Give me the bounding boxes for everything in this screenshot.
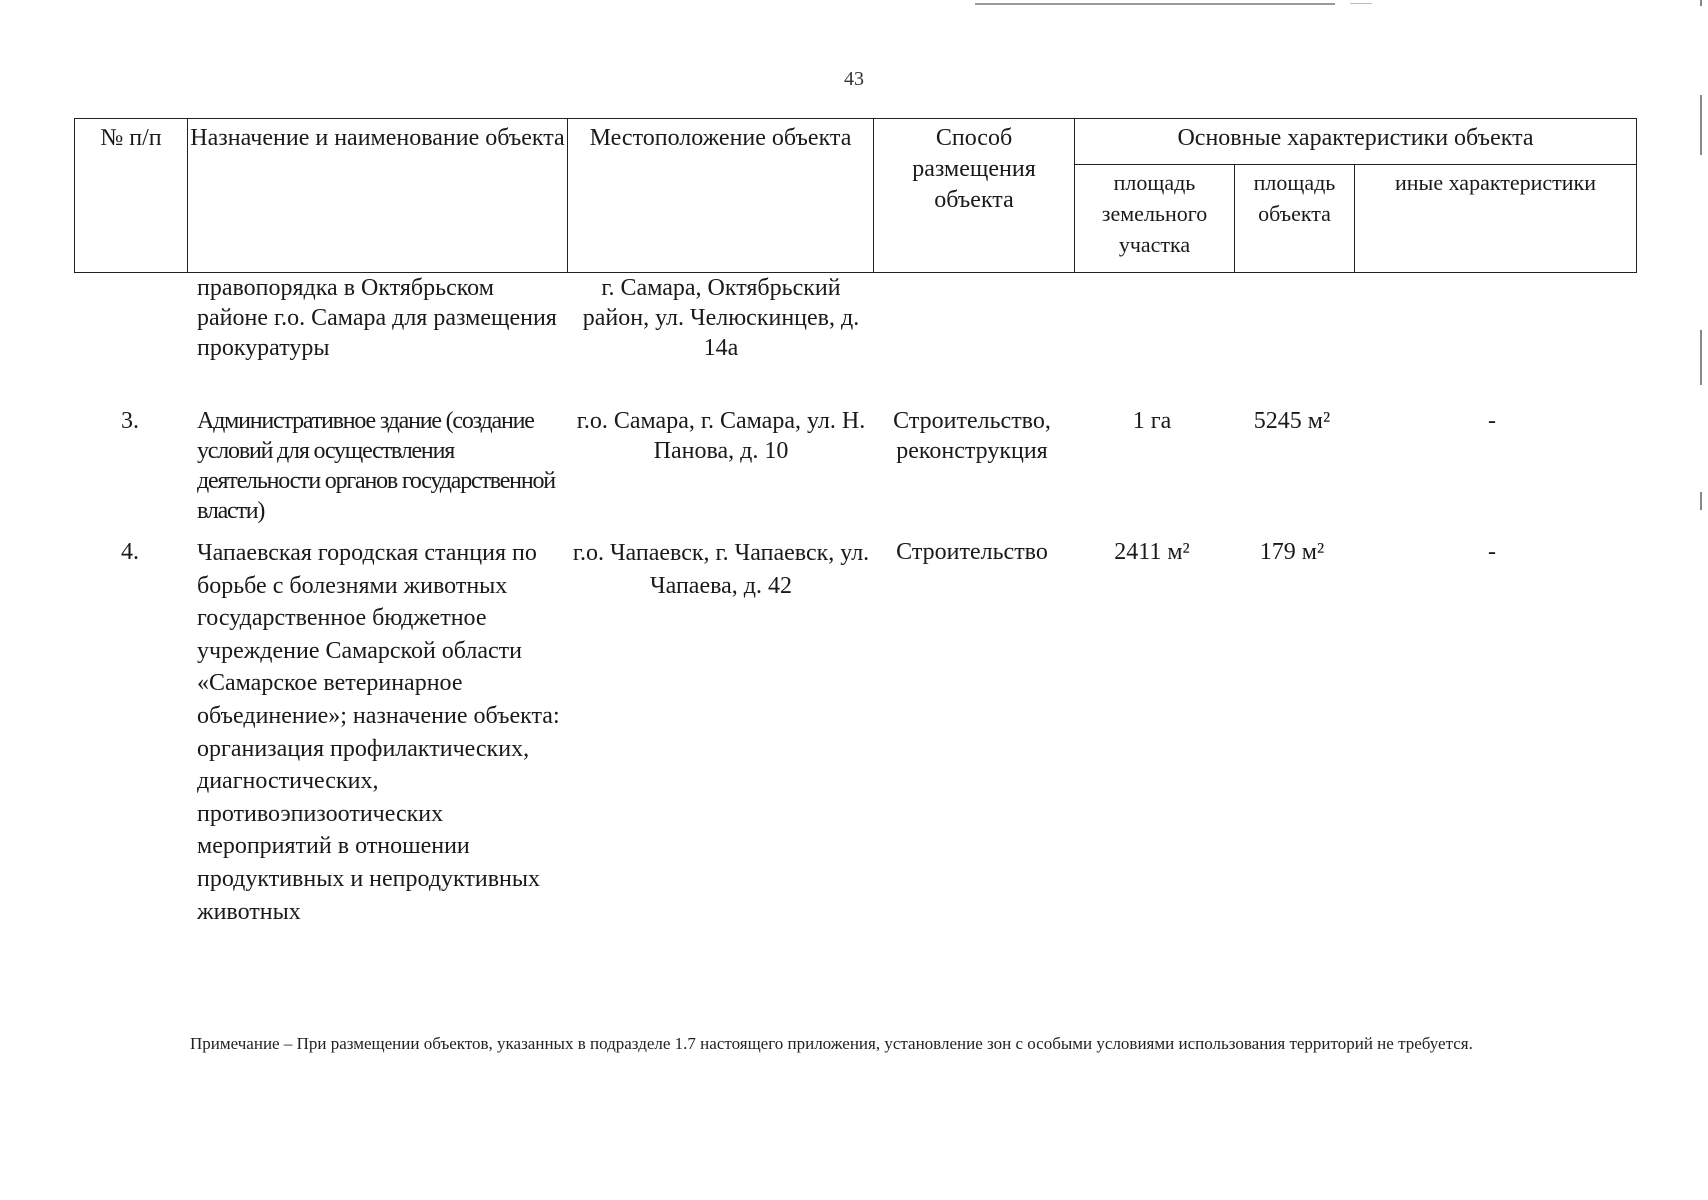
row-continuation-name: правопорядка в Октябрьском районе г.о. Самара для размещения прокуратуры (197, 275, 557, 361)
row-3-object-area: 5245 м² (1253, 408, 1331, 434)
row-continuation-location: г. Самара, Октябрьский район, ул. Челюскинцев, д. 14а (582, 275, 860, 361)
row-4-object-area: 179 м² (1259, 539, 1325, 565)
scan-artifact-mark (1700, 95, 1702, 155)
scan-artifact-line (1350, 3, 1372, 4)
footnote: Примечание – При размещении объектов, указанных в подразделе 1.7 настоящего приложения, установление зон с особыми условиями использования территорий не требуется. (190, 1034, 1473, 1053)
header-object-area: площадь объекта (1235, 165, 1355, 273)
row-3-name: Административное здание (создание условий для осуществления деятельности органов государственной власти) (197, 408, 555, 524)
row-3-method: Строительство, реконструкция (893, 408, 1051, 464)
row-4-location: г.о. Чапаевск, г. Чапаевск, ул. Чапаева, д. 42 (572, 540, 870, 599)
scan-artifact-mark (1700, 492, 1702, 510)
row-4-num: 4. (121, 539, 139, 565)
header-location: Местоположение объекта (568, 119, 874, 273)
page-number: 43 (844, 68, 864, 90)
row-4-other: - (1488, 539, 1496, 565)
row-4-name: Чапаевская городская станция по борьбе с болезнями животных государственное бюджетное учреждение Самарской области «Самарское ветеринарное объединение»; назначение объекта: организация профилактических, диагностических, противоэпизоотических мероприятий в отношении продуктивных и непродуктивных животных (197, 540, 560, 925)
header-other: иные характеристики (1355, 165, 1637, 273)
header-method: Способ размещения объекта (874, 119, 1075, 273)
header-characteristics: Основные характеристики объекта (1075, 119, 1637, 165)
row-3-location: г.о. Самара, г. Самара, ул. Н. Панова, д. 10 (576, 408, 866, 464)
row-3-other: - (1488, 408, 1496, 434)
header-land-area: площадь земельного участка (1075, 165, 1235, 273)
row-4-land-area: 2411 м² (1114, 539, 1190, 565)
row-3-land-area: 1 га (1132, 408, 1172, 434)
scan-artifact-mark (1700, 0, 1702, 6)
scan-artifact-line (975, 3, 1335, 5)
row-3-num: 3. (121, 408, 139, 434)
row-4-method: Строительство (896, 539, 1048, 565)
table-header (74, 118, 1637, 273)
header-name: Назначение и наименование объекта (188, 119, 568, 273)
scan-artifact-mark (1700, 330, 1702, 385)
header-num: № п/п (75, 119, 188, 273)
